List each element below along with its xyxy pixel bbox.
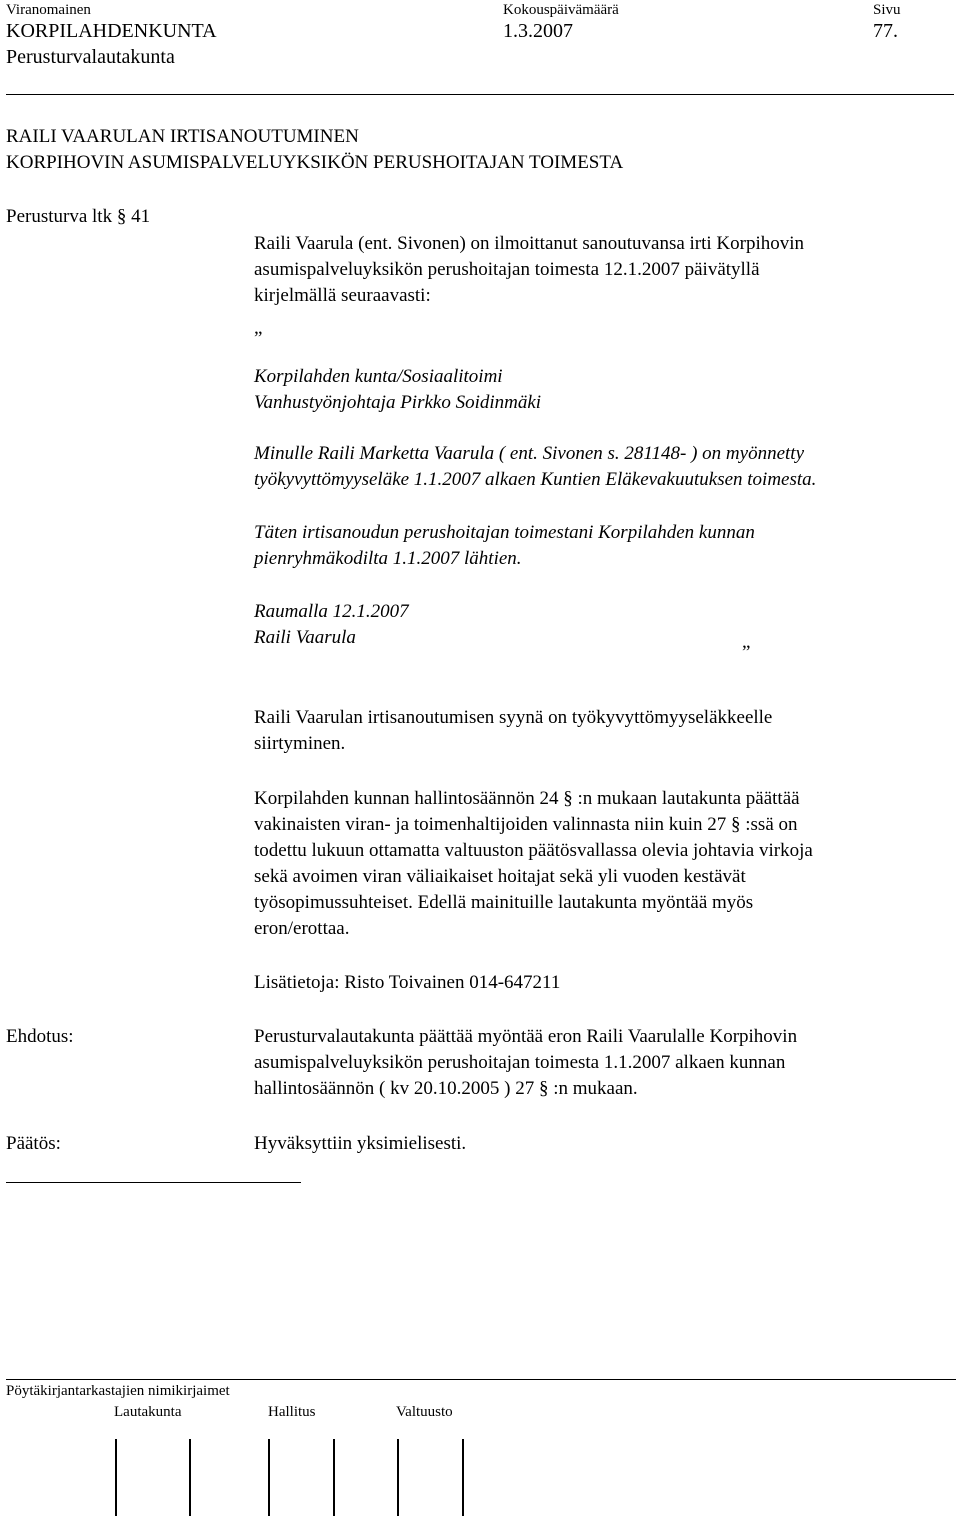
intro-line-3: kirjelmällä seuraavasti: [254,285,431,306]
rules-line-5: työsopimussuhteiset. Edellä mainituille lautakunta myöntää myös [254,892,754,913]
decision-rule [6,1182,301,1183]
proposal-label: Ehdotus: [6,1026,74,1047]
initials-box-divider-1 [115,1439,117,1516]
quote-signature: Raili Vaarula [254,627,356,648]
quote-recipient-2: Vanhustyönjohtaja Pirkko Soidinmäki [254,392,542,413]
rules-line-3: todettu lukuun ottamatta valtuuston päätösvallassa olevia johtavia virkoja [254,840,813,861]
proposal-line-1: Perusturvalautakunta päättää myöntää eron Raili Vaarulalle Korpihovin [254,1026,798,1047]
section-reference: Perusturva ltk § 41 [6,206,151,227]
rules-line-2: vakinaisten viran- ja toimenhaltijoiden valinnasta niin kuin 27 § :ssä on [254,814,798,835]
initials-box-divider-5 [397,1439,399,1516]
title-line-2: KORPIHOVIN ASUMISPALVELUYKSIKÖN PERUSHOITAJAN TOIMESTA [6,152,624,173]
quote-place-date: Raumalla 12.1.2007 [254,601,409,622]
rules-line-6: eron/erottaa. [254,918,350,939]
decision-text: Hyväksyttiin yksimielisesti. [254,1133,467,1154]
footer-rule [6,1379,956,1380]
title-line-1: RAILI VAARULAN IRTISANOUTUMINEN [6,126,359,147]
initials-box-divider-6 [462,1439,464,1516]
reason-line-1: Raili Vaarulan irtisanoutumisen syynä on työkyvyttömyyseläkkeelle [254,707,773,728]
header-date: 1.3.2007 [503,20,573,42]
footer-col-valtuusto: Valtuusto [396,1404,453,1420]
rules-line-1: Korpilahden kunnan hallintosäännön 24 § :n mukaan lautakunta päättää [254,788,800,809]
proposal-line-3: hallintosäännön ( kv 20.10.2005 ) 27 § :n mukaan. [254,1078,638,1099]
quote-paragraph-1-line-1: Minulle Raili Marketta Vaarula ( ent. Sivonen s. 281148- ) on myönnetty [254,443,805,464]
quote-open-mark: ” [254,328,263,349]
quote-recipient-1: Korpilahden kunta/Sosiaalitoimi [254,366,503,387]
header-rule [6,94,954,95]
footer-col-hallitus: Hallitus [268,1404,316,1420]
header-label-date: Kokouspäivämäärä [503,2,619,18]
header-board: Perusturvalautakunta [6,46,175,68]
decision-label: Päätös: [6,1133,61,1154]
initials-box-divider-2 [189,1439,191,1516]
header-body-name: KORPILAHDENKUNTA [6,20,217,42]
contact-info: Lisätietoja: Risto Toivainen 014-647211 [254,972,561,993]
reason-line-2: siirtyminen. [254,733,346,754]
header-label-authority: Viranomainen [6,2,91,18]
footer-caption: Pöytäkirjantarkastajien nimikirjaimet [6,1383,230,1399]
quote-paragraph-2-line-2: pienryhmäkodilta 1.1.2007 lähtien. [254,548,522,569]
intro-line-2: asumispalveluyksikön perushoitajan toimesta 12.1.2007 päivätyllä [254,259,760,280]
header-page-number: 77. [873,20,898,42]
initials-box-divider-3 [268,1439,270,1516]
quote-paragraph-1-line-2: työkyvyttömyyseläke 1.1.2007 alkaen Kuntien Eläkevakuutuksen toimesta. [254,469,817,490]
footer-col-lautakunta: Lautakunta [114,1404,182,1420]
header-label-page: Sivu [873,2,901,18]
quote-close-mark: ” [742,642,751,663]
rules-line-4: sekä avoimen viran väliaikaiset hoitajat sekä yli vuoden kestävät [254,866,746,887]
proposal-line-2: asumispalveluyksikön perushoitajan toimesta 1.1.2007 alkaen kunnan [254,1052,786,1073]
quote-paragraph-2-line-1: Täten irtisanoudun perushoitajan toimestani Korpilahden kunnan [254,522,755,543]
intro-line-1: Raili Vaarula (ent. Sivonen) on ilmoittanut sanoutuvansa irti Korpihovin [254,233,805,254]
initials-box-divider-4 [333,1439,335,1516]
